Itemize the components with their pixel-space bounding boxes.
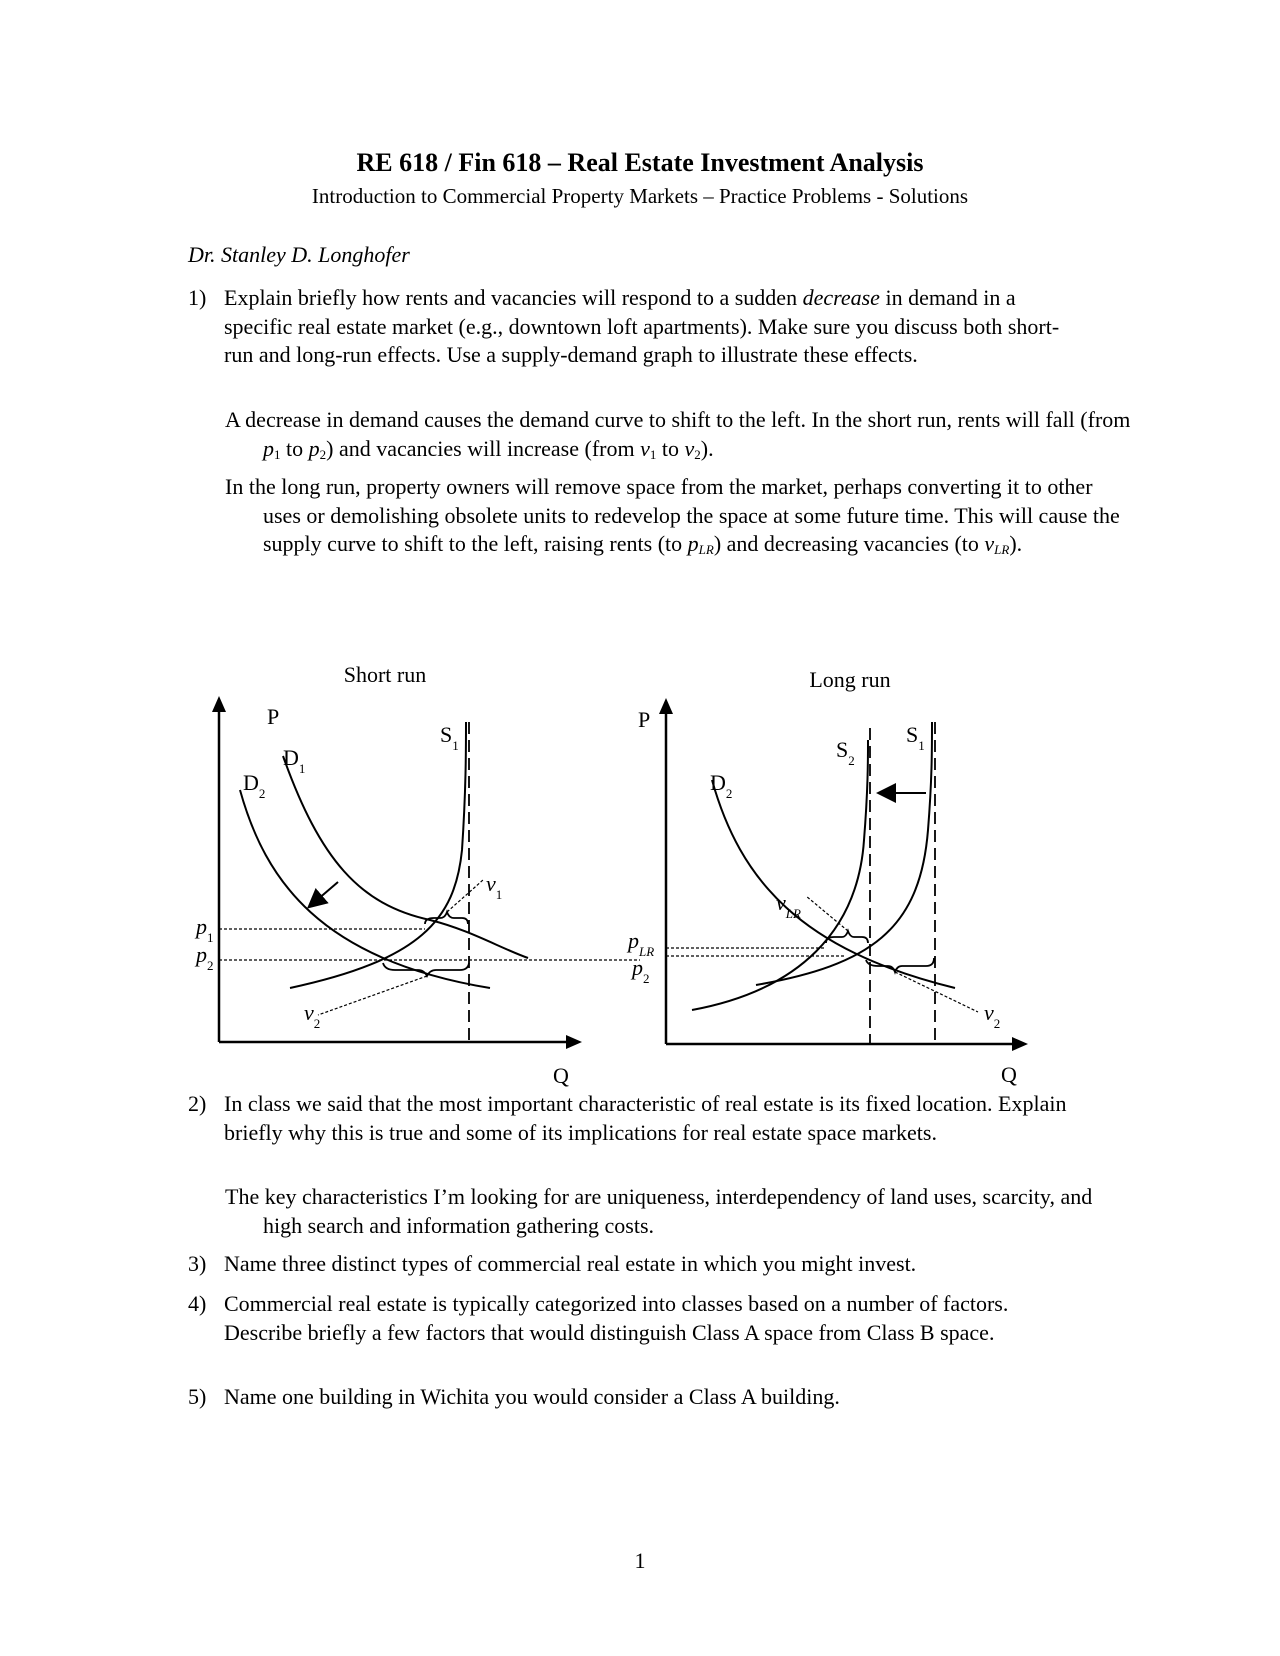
short-run-p-label: P (267, 704, 280, 729)
answer-2: The key characteristics I’m looking for are uniqueness, interdependency of land uses, scarcity, and high search and information gathering costs. (225, 1184, 1093, 1238)
demand-shift-arrow-icon (310, 882, 338, 906)
long-run-p-label: P (638, 707, 651, 732)
question-text: Explain briefly how rents and vacancies will respond to a sudden decrease in demand in a specific real estate market (e.g., downtown loft apartments). Make sure you discuss both short-run and long-run effects. Use a supply-demand graph to illustrate these effects. (224, 285, 1060, 367)
label-lr-s2: $S_2$ (836, 737, 855, 768)
document-subtitle: Introduction to Commercial Property Markets – Practice Problems - Solutions (311, 184, 969, 208)
page-number: 1 (634, 1548, 646, 1573)
v2-lr-leader (895, 972, 978, 1012)
label-lr-p2: $p_2$ (632, 955, 650, 986)
short-run-demand-curve-d1 (283, 756, 528, 958)
short-run-graph (194, 662, 640, 1088)
label-vlr: $v_{LR}$ (776, 890, 801, 921)
vlr-leader (806, 896, 848, 931)
short-run-demand-curve-d2 (240, 790, 490, 988)
question-4 (188, 1290, 1088, 1347)
question-number: 5) (188, 1384, 207, 1409)
long-run-x-arrow-icon (1012, 1037, 1028, 1051)
short-run-title: Short run (343, 662, 427, 687)
v1-leader (447, 880, 483, 912)
question-2 (188, 1090, 1088, 1147)
label-d2: $D_2$ (243, 770, 266, 801)
short-run-x-arrow-icon (566, 1035, 582, 1049)
label-lr-d2: $D_2$ (710, 770, 733, 801)
long-run-graph (626, 667, 1028, 1087)
question-number: 3) (188, 1251, 207, 1276)
document-title: RE 618 / Fin 618 – Real Estate Investment Analysis (356, 148, 924, 177)
label-lr-v2: $v_2$ (984, 1000, 1001, 1031)
question-text: Commercial real estate is typically categorized into classes based on a number of factors. Describe briefly a few factors that would distinguish Class A space from Class B space. (224, 1291, 1009, 1345)
short-run-y-arrow-icon (212, 696, 226, 712)
question-text: Name one building in Wichita you would consider a Class A building. (224, 1384, 840, 1409)
question-3 (188, 1250, 1088, 1279)
answer-1-short-run: A decrease in demand causes the demand curve to shift to the left. In the short run, rents will fall (from $p_1$ to $p_2$) and vacancies will increase (from $v_1$ to $v_2$). (225, 407, 1131, 462)
v1-brace (425, 912, 468, 924)
v2-brace (383, 963, 469, 976)
answer-1-long-run: In the long run, property owners will remove space from the market, perhaps converting it to other uses or demolishing obsolete units to redevelop the space at some future time. This will cause the supply curve to shift to the left, raising rents (to pLR) and decreasing vacancies (to vLR). (225, 474, 1120, 557)
short-run-q-label: Q (553, 1063, 569, 1088)
v2-lr-brace (866, 958, 934, 972)
label-plr: $p_{LR}$ (628, 928, 655, 959)
label-v1: $v_1$ (486, 871, 503, 902)
question-5 (188, 1383, 1088, 1412)
label-s1: $S_1$ (440, 722, 459, 753)
question-number: 2) (188, 1091, 207, 1116)
question-text: Name three distinct types of commercial real estate in which you might invest. (224, 1251, 917, 1276)
author-name: Dr. Stanley D. Longhofer (188, 242, 410, 267)
long-run-q-label: Q (1001, 1062, 1017, 1087)
label-p1: $p_1$ (196, 914, 214, 945)
long-run-y-arrow-icon (659, 698, 673, 714)
label-lr-s1: $S_1$ (906, 722, 925, 753)
label-v2: $v_2$ (304, 1000, 321, 1031)
long-run-title: Long run (809, 667, 891, 692)
short-run-supply-curve-s1 (290, 722, 466, 988)
label-d1: $D_1$ (283, 745, 306, 776)
question-text: In class we said that the most important characteristic of real estate is its fixed location. Explain briefly why this is true and some of its implications for real estate space markets. (224, 1091, 1067, 1145)
v2-leader (318, 976, 427, 1015)
question-number: 1) (188, 285, 207, 310)
question-number: 4) (188, 1291, 207, 1316)
label-p2: $p_2$ (196, 942, 214, 973)
